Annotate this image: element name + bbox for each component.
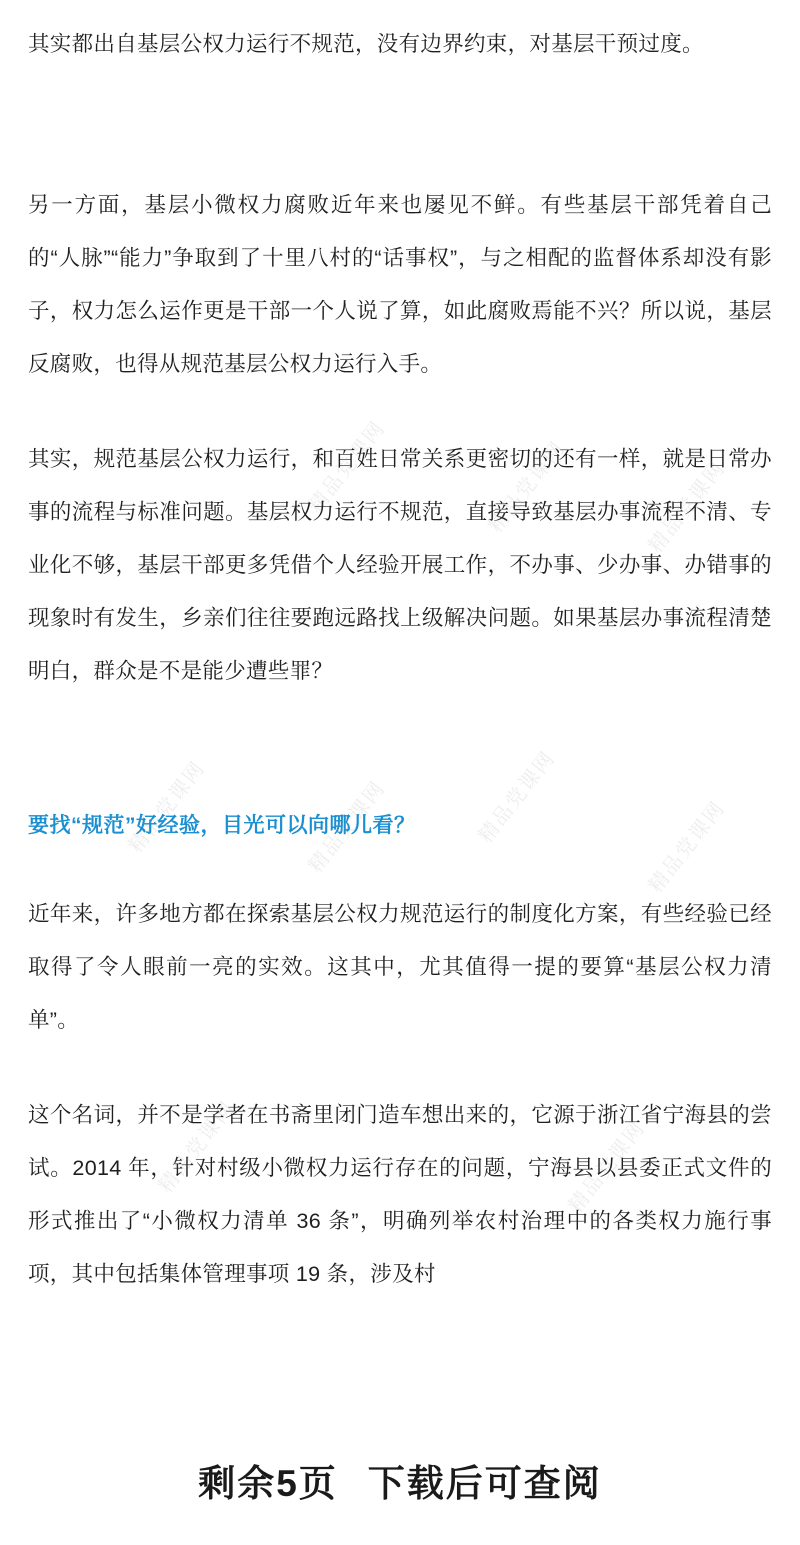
paragraph: 近年来，许多地方都在探索基层公权力规范运行的制度化方案，有些经验已经取得了令人眼前一亮的实效。这其中，尤其值得一提的要算“基层公权力清单”。 [28, 902, 772, 1032]
watermark-text: 精品党课网 [304, 777, 390, 878]
remaining-pages-label: 剩余5页 [198, 1463, 338, 1504]
section-heading: 要找“规范”好经验，目光可以向哪儿看？ [28, 814, 416, 837]
watermark-text: 精品党课网 [644, 797, 730, 898]
watermark-text: 精品党课网 [304, 417, 390, 518]
watermark-text: 精品党课网 [124, 757, 210, 858]
paragraph: 其实都出自基层公权力运行不规范，没有边界约束，对基层干预过度。 [28, 32, 704, 56]
paragraph: 另一方面，基层小微权力腐败近年来也屡见不鲜。有些基层干部凭着自己的“人脉”“能力”争取到了十里八村的“话事权”，与之相配的监督体系却没有影子，权力怎么运作更是干部一个人说了算，如此腐败焉能不兴？所以说，基层反腐败，也得从规范基层公权力运行入手。 [28, 193, 772, 376]
watermark-text: 精品党课网 [484, 437, 570, 538]
watermark-text: 精品党课网 [644, 457, 730, 558]
article-body [28, 0, 772, 1301]
download-hint-label: 下载后可查阅 [367, 1463, 602, 1504]
paragraph: 这个名词，并不是学者在书斋里闭门造车想出来的，它源于浙江省宁海县的尝试。2014 年，针对村级小微权力运行存在的问题，宁海县以县委正式文件的形式推出了“小微权力清单 36 条”，明确列举农村治理中的各类权力施行事项，其中包括集体管理事项 19 条，涉及村 [28, 1103, 772, 1286]
watermark-text: 精品党课网 [564, 1117, 650, 1218]
paragraph: 其实，规范基层公权力运行，和百姓日常关系更密切的还有一样，就是日常办事的流程与标准问题。基层权力运行不规范，直接导致基层办事流程不清、专业化不够，基层干部更多凭借个人经验开展工作，不办事、少办事、办错事的现象时有发生，乡亲们往往要跑远路找上级解决问题。如果基层办事流程清楚明白，群众是不是能少遭些罪？ [28, 447, 772, 683]
download-footer [0, 1453, 800, 1507]
watermark-text: 精品党课网 [474, 747, 560, 848]
watermark-text: 精品党课网 [154, 1097, 240, 1198]
